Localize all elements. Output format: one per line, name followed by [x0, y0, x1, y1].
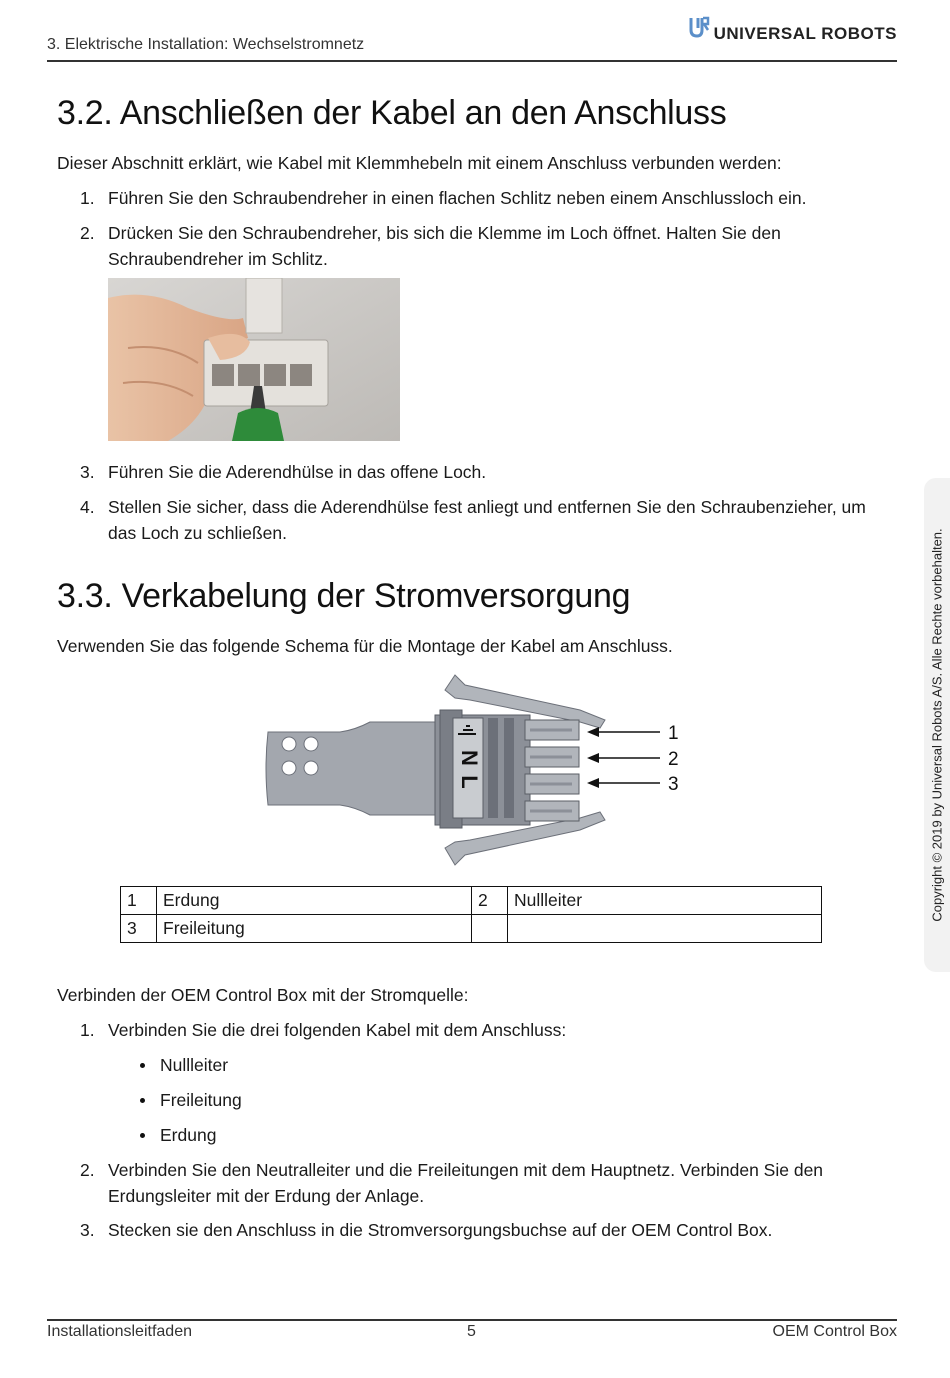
terminal-label-n: N [457, 750, 483, 766]
legend-text: Erdung [157, 887, 472, 915]
connector-drawing [260, 670, 690, 870]
section-3-2-intro: Dieser Abschnitt erklärt, wie Kabel mit Klemmhebeln mit einem Anschluss verbunden werden: [57, 153, 782, 173]
table-row [121, 887, 822, 915]
callout-arrow [587, 727, 660, 737]
bullet-text: Nullleiter [160, 1055, 229, 1075]
ur-logo-icon [688, 16, 710, 40]
terminal-label-l: L [457, 775, 483, 789]
bullet-dot-icon [140, 1098, 145, 1103]
footer-doc-title: Installationsleitfaden [47, 1323, 192, 1340]
callout-label: 3 [668, 774, 679, 795]
footer-divider [47, 1319, 897, 1321]
callout-arrow [587, 778, 660, 788]
legend-number: 1 [121, 887, 157, 915]
bullet-dot-icon [140, 1133, 145, 1138]
list-number: 1. [80, 1020, 95, 1040]
terminal-screwdriver-photo [108, 278, 400, 441]
footer-product: OEM Control Box [772, 1323, 897, 1340]
section-3-2-heading: 3.2. Anschließen der Kabel an den Anschluss [57, 94, 727, 132]
list-number: 1. [80, 188, 95, 208]
bullet-text: Freileitung [160, 1090, 242, 1110]
legend-text: Freileitung [157, 915, 472, 943]
list-text: Drücken Sie den Schraubendreher, bis sich die Klemme im Loch öffnet. Halten Sie den Schraubendreher im Schlitz. [108, 223, 781, 269]
section-3-3-intro: Verwenden Sie das folgende Schema für die Montage der Kabel am Anschluss. [57, 636, 673, 656]
page-number: 5 [467, 1323, 476, 1340]
table-row [121, 915, 822, 943]
running-header: 3. Elektrische Installation: Wechselstromnetz [47, 36, 365, 53]
list-text: Stecken sie den Anschluss in die Stromversorgungsbuchse auf der OEM Control Box. [108, 1220, 773, 1240]
header-divider [47, 60, 897, 62]
list-text: Führen Sie die Aderendhülse in das offene Loch. [108, 462, 487, 482]
list-number: 3. [80, 462, 95, 482]
bullet-text: Erdung [160, 1125, 217, 1145]
legend-number: 3 [121, 915, 157, 943]
list-number: 2. [80, 1160, 95, 1180]
callout-arrow [587, 753, 660, 763]
list-text: Verbinden Sie den Neutralleiter und die Freileitungen mit dem Hauptnetz. Verbinden Sie den Erdungsleiter mit der Erdung der Anlage. [108, 1160, 824, 1206]
list-text: Stellen Sie sicher, dass die Aderendhülse fest anliegt und entfernen Sie den Schraubenzieher, um das Loch zu schließen. [108, 497, 866, 543]
section-3-3-heading: 3.3. Verkabelung der Stromversorgung [57, 577, 631, 615]
legend-text [508, 915, 822, 943]
diagram-legend-table [120, 886, 822, 943]
legend-number [472, 915, 508, 943]
list-text: Führen Sie den Schraubendreher in einen flachen Schlitz neben einem Anschlussloch ein. [108, 188, 807, 208]
photo-illustration [108, 278, 400, 441]
list-number: 3. [80, 1220, 95, 1240]
bullet-dot-icon [140, 1063, 145, 1068]
connect-intro: Verbinden der OEM Control Box mit der Stromquelle: [57, 985, 469, 1005]
universal-robots-logo [688, 16, 897, 50]
list-text: Verbinden Sie die drei folgenden Kabel mit dem Anschluss: [108, 1020, 567, 1040]
list-number: 4. [80, 497, 95, 517]
copyright-notice: Copyright © 2019 by Universal Robots A/S. Alle Rechte vorbehalten. [929, 528, 945, 922]
legend-number: 2 [472, 887, 508, 915]
legend-text: Nullleiter [508, 887, 822, 915]
logo-wordmark: UNIVERSAL ROBOTS [713, 24, 897, 43]
connector-wiring-diagram [260, 670, 690, 870]
list-number: 2. [80, 223, 95, 243]
callout-label: 1 [668, 723, 679, 744]
callout-label: 2 [668, 749, 679, 770]
